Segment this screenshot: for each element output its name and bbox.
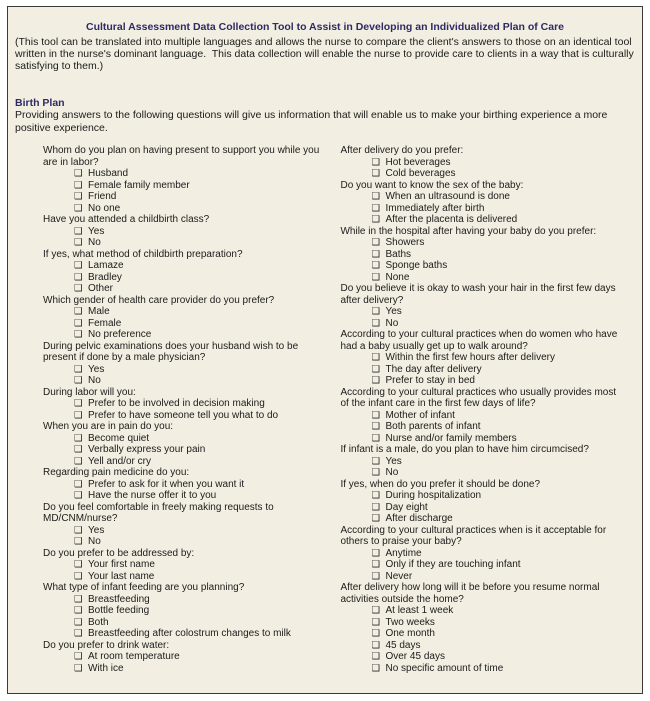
- checkbox-option[interactable]: [340, 214, 635, 226]
- checkbox-option[interactable]: [43, 444, 340, 456]
- checkbox-option-label: Cold beverages: [385, 168, 456, 180]
- checkbox-icon[interactable]: ❑: [74, 628, 83, 640]
- checkbox-icon[interactable]: ❑: [371, 559, 380, 571]
- checkbox-option-label: Yes: [385, 306, 402, 318]
- checkbox-option-label: Have the nurse offer it to you: [88, 490, 217, 502]
- checkbox-icon[interactable]: ❑: [371, 605, 380, 617]
- checkbox-icon[interactable]: ❑: [371, 260, 380, 272]
- question-text: Do you prefer to drink water:: [43, 639, 170, 651]
- checkbox-option[interactable]: [43, 525, 340, 537]
- question-text: Which gender of health care provider do you prefer?: [43, 294, 275, 306]
- checkbox-option-label: Other: [88, 283, 114, 295]
- checkbox-option-label: Baths: [385, 248, 412, 260]
- checkbox-option[interactable]: [340, 548, 635, 560]
- checkbox-option[interactable]: [43, 651, 340, 663]
- checkbox-option-label: Never: [385, 570, 413, 582]
- checkbox-option[interactable]: [43, 479, 340, 491]
- checkbox-icon[interactable]: ❑: [371, 467, 380, 479]
- question-text: While in the hospital after having your baby do you prefer:: [340, 225, 597, 237]
- checkbox-option-label: No specific amount of time: [385, 662, 504, 674]
- checkbox-icon[interactable]: ❑: [371, 432, 380, 444]
- checkbox-icon[interactable]: ❑: [371, 237, 380, 249]
- checkbox-option[interactable]: [340, 260, 635, 272]
- question-block: [340, 180, 635, 226]
- checkbox-icon[interactable]: ❑: [74, 432, 83, 444]
- checkbox-option[interactable]: [43, 272, 340, 284]
- question-block: [43, 502, 340, 548]
- checkbox-option-label: Husband: [88, 168, 129, 180]
- question-text: What type of infant feeding are you planning?: [43, 582, 245, 594]
- checkbox-option-label: No: [385, 467, 399, 479]
- checkbox-option-label: No: [88, 536, 101, 548]
- checkbox-option-label: Both: [88, 616, 109, 628]
- checkbox-option-label: Your first name: [88, 559, 155, 571]
- checkbox-option[interactable]: [340, 467, 635, 479]
- checkbox-icon[interactable]: ❑: [371, 202, 380, 214]
- checkbox-option[interactable]: [43, 617, 340, 629]
- checkbox-option[interactable]: [43, 571, 340, 583]
- question-text: After delivery do you prefer:: [340, 145, 464, 157]
- question-text: According to your cultural practices when is it acceptable for others to praise your baby?: [340, 524, 607, 548]
- checkbox-icon[interactable]: ❑: [74, 202, 83, 214]
- checkbox-icon[interactable]: ❑: [371, 375, 380, 387]
- question-text: If yes, what method of childbirth preparation?: [43, 248, 243, 260]
- checkbox-icon[interactable]: ❑: [74, 179, 83, 191]
- checkbox-icon[interactable]: ❑: [371, 513, 380, 525]
- checkbox-icon[interactable]: ❑: [74, 490, 83, 502]
- question-text: According to your cultural practices who usually provides most of the infant care in the first few days of life?: [340, 386, 617, 410]
- checkbox-option-label: Only if they are touching infant: [385, 559, 521, 571]
- checkbox-option[interactable]: [340, 352, 635, 364]
- page-title: Cultural Assessment Data Collection Tool to Assist in Developing an Individualized Plan of Care: [85, 21, 565, 33]
- checkbox-option[interactable]: [340, 433, 635, 445]
- checkbox-option-label: Bottle feeding: [88, 605, 150, 617]
- checkbox-option[interactable]: [43, 490, 340, 502]
- checkbox-icon[interactable]: ❑: [371, 628, 380, 640]
- checkbox-option-label: The day after delivery: [385, 363, 482, 375]
- checkbox-icon[interactable]: ❑: [74, 570, 83, 582]
- checkbox-option-label: Yell and/or cry: [88, 455, 151, 467]
- checkbox-option[interactable]: [43, 628, 340, 640]
- checkbox-icon[interactable]: ❑: [74, 329, 83, 341]
- checkbox-option-label: Breastfeeding: [88, 593, 150, 605]
- checkbox-icon[interactable]: ❑: [74, 191, 83, 203]
- checkbox-icon[interactable]: ❑: [74, 271, 83, 283]
- checkbox-icon[interactable]: ❑: [371, 570, 380, 582]
- checkbox-option-label: Hot beverages: [385, 156, 451, 168]
- question-text: If infant is a male, do you plan to have him circumcised?: [340, 444, 589, 456]
- intro-paragraph: (This tool can be translated into multiple languages and allows the nurse to compare the client's answers to those on an identical tool written in the nurse's dominant language. This data collection will enable the nurse to provide care to clients in a way that is culturally satisfying to them.): [15, 35, 637, 73]
- checkbox-option-label: Nurse and/or family members: [385, 432, 517, 444]
- checkbox-option-label: Your last name: [88, 570, 155, 582]
- question-block: [340, 387, 635, 445]
- checkbox-icon[interactable]: ❑: [371, 662, 380, 674]
- checkbox-option-label: No preference: [88, 329, 152, 341]
- question-block: [340, 145, 635, 180]
- checkbox-option-label: Prefer to be involved in decision making: [88, 398, 265, 410]
- checkbox-option-label: After discharge: [385, 513, 453, 525]
- checkbox-icon[interactable]: ❑: [74, 237, 83, 249]
- checkbox-option-label: Mother of infant: [385, 409, 455, 421]
- checkbox-icon[interactable]: ❑: [74, 605, 83, 617]
- checkbox-option[interactable]: [43, 329, 340, 341]
- checkbox-icon[interactable]: ❑: [74, 317, 83, 329]
- question-text: According to your cultural practices when do women who have had a baby usually get up to walk around?: [340, 329, 618, 352]
- checkbox-option[interactable]: [43, 433, 340, 445]
- question-text: Regarding pain medicine do you:: [43, 467, 190, 479]
- checkbox-option-label: Yes: [88, 524, 105, 536]
- checkbox-option-label: Female: [88, 317, 122, 329]
- checkbox-icon[interactable]: ❑: [371, 214, 380, 226]
- checkbox-option[interactable]: [340, 513, 635, 525]
- checkbox-option[interactable]: [43, 456, 340, 468]
- checkbox-icon[interactable]: ❑: [74, 616, 83, 628]
- checkbox-icon[interactable]: ❑: [74, 375, 83, 387]
- checkbox-icon[interactable]: ❑: [371, 317, 380, 329]
- checkbox-option[interactable]: [43, 180, 340, 192]
- checkbox-option-label: Anytime: [385, 547, 422, 559]
- checkbox-option[interactable]: [340, 651, 635, 663]
- checkbox-option-label: Female family member: [88, 179, 190, 191]
- checkbox-option-label: None: [385, 271, 410, 283]
- checkbox-option[interactable]: [43, 203, 340, 215]
- checkbox-icon[interactable]: ❑: [74, 409, 83, 421]
- checkbox-icon[interactable]: ❑: [371, 156, 380, 168]
- question-text: Whom do you plan on having present to support you while you are in labor?: [43, 145, 320, 168]
- question-text: Do you want to know the sex of the baby:: [340, 179, 524, 191]
- checkbox-option[interactable]: [43, 375, 340, 387]
- checkbox-option[interactable]: [43, 364, 340, 376]
- question-text: During pelvic examinations does your husband wish to be present if done by a male physician?: [43, 340, 299, 364]
- checkbox-option[interactable]: [43, 260, 340, 272]
- questions-columns: [15, 145, 635, 674]
- checkbox-option-label: Over 45 days: [385, 651, 445, 663]
- checkbox-option[interactable]: [340, 490, 635, 502]
- question-text: Have you attended a childbirth class?: [43, 214, 210, 226]
- checkbox-icon[interactable]: ❑: [371, 616, 380, 628]
- checkbox-option-label: 45 days: [385, 639, 421, 651]
- checkbox-option-label: Lamaze: [88, 260, 124, 272]
- checkbox-option-label: Friend: [88, 191, 117, 203]
- question-block: [340, 525, 635, 583]
- checkbox-option[interactable]: [43, 306, 340, 318]
- checkbox-option[interactable]: [43, 605, 340, 617]
- checkbox-option[interactable]: [43, 536, 340, 548]
- checkbox-option[interactable]: [340, 203, 635, 215]
- checkbox-option[interactable]: [340, 640, 635, 652]
- checkbox-icon[interactable]: ❑: [74, 398, 83, 410]
- checkbox-option[interactable]: [340, 272, 635, 284]
- checkbox-option-label: No: [88, 375, 101, 387]
- checkbox-option-label: Male: [88, 306, 110, 318]
- checkbox-icon[interactable]: ❑: [74, 478, 83, 490]
- checkbox-option[interactable]: [340, 306, 635, 318]
- checkbox-option-label: Become quiet: [88, 432, 150, 444]
- checkbox-icon[interactable]: ❑: [371, 363, 380, 375]
- checkbox-option-label: Prefer to have someone tell you what to do: [88, 409, 279, 421]
- checkbox-option-label: Prefer to stay in bed: [385, 375, 475, 387]
- question-block: [340, 283, 635, 329]
- checkbox-option[interactable]: [43, 191, 340, 203]
- question-block: [340, 444, 635, 479]
- checkbox-option-label: Day eight: [385, 501, 428, 513]
- question-text: Do you prefer to be addressed by:: [43, 547, 195, 559]
- question-block: [43, 548, 340, 583]
- question-block: [43, 249, 340, 295]
- question-text: When you are in pain do you:: [43, 421, 174, 433]
- checkbox-option-label: No one: [88, 202, 121, 214]
- checkbox-option[interactable]: [43, 226, 340, 238]
- checkbox-option-label: At least 1 week: [385, 605, 454, 617]
- checkbox-icon[interactable]: ❑: [74, 559, 83, 571]
- checkbox-option[interactable]: [43, 283, 340, 295]
- checkbox-icon[interactable]: ❑: [74, 306, 83, 318]
- question-text: If yes, when do you prefer it should be done?: [340, 478, 541, 490]
- checkbox-option[interactable]: [43, 237, 340, 249]
- checkbox-icon[interactable]: ❑: [371, 271, 380, 283]
- checkbox-option[interactable]: [340, 559, 635, 571]
- checkbox-option[interactable]: [43, 559, 340, 571]
- checkbox-option[interactable]: [43, 594, 340, 606]
- question-block: [340, 226, 635, 284]
- checkbox-option-label: One month: [385, 628, 435, 640]
- checkbox-icon[interactable]: ❑: [371, 248, 380, 260]
- checkbox-option[interactable]: [340, 502, 635, 514]
- checkbox-icon[interactable]: ❑: [74, 593, 83, 605]
- checkbox-option[interactable]: [340, 456, 635, 468]
- checkbox-option-label: Prefer to ask for it when you want it: [88, 478, 245, 490]
- question-block: [43, 387, 340, 422]
- checkbox-option-label: Bradley: [88, 271, 122, 283]
- checkbox-option-label: At room temperature: [88, 651, 180, 663]
- checkbox-option[interactable]: [340, 237, 635, 249]
- checkbox-icon[interactable]: ❑: [371, 651, 380, 663]
- checkbox-option-label: Two weeks: [385, 616, 435, 628]
- checkbox-icon[interactable]: ❑: [74, 283, 83, 295]
- checkbox-option[interactable]: [340, 628, 635, 640]
- checkbox-option[interactable]: [43, 663, 340, 675]
- section-description: Providing answers to the following questions will give us information that will enable us to make your birthing experience a more positive experience.: [15, 109, 608, 134]
- checkbox-option-label: Verbally express your pain: [88, 444, 206, 456]
- checkbox-option-label: Both parents of infant: [385, 421, 481, 433]
- checkbox-icon[interactable]: ❑: [371, 490, 380, 502]
- checkbox-icon[interactable]: ❑: [371, 455, 380, 467]
- checkbox-icon[interactable]: ❑: [371, 501, 380, 513]
- question-block: [43, 214, 340, 249]
- checkbox-icon[interactable]: ❑: [74, 651, 83, 663]
- checkbox-option[interactable]: [340, 605, 635, 617]
- checkbox-option-label: Showers: [385, 237, 425, 249]
- checkbox-icon[interactable]: ❑: [371, 421, 380, 433]
- checkbox-icon[interactable]: ❑: [371, 409, 380, 421]
- checkbox-option-label: Yes: [88, 363, 105, 375]
- checkbox-icon[interactable]: ❑: [74, 444, 83, 456]
- checkbox-option[interactable]: [340, 157, 635, 169]
- checkbox-option-label: During hospitalization: [385, 490, 482, 502]
- checkbox-option[interactable]: [340, 375, 635, 387]
- checkbox-icon[interactable]: ❑: [371, 168, 380, 180]
- checkbox-option[interactable]: [340, 410, 635, 422]
- checkbox-option[interactable]: [340, 318, 635, 330]
- question-text: During labor will you:: [43, 386, 136, 398]
- checkbox-option[interactable]: [43, 398, 340, 410]
- checkbox-icon[interactable]: ❑: [74, 168, 83, 180]
- checkbox-option-label: Sponge baths: [385, 260, 448, 272]
- question-block: [43, 145, 340, 214]
- section-heading-birth-plan: Birth Plan: [15, 96, 65, 109]
- checkbox-option[interactable]: [340, 571, 635, 583]
- checkbox-icon[interactable]: ❑: [371, 352, 380, 364]
- checkbox-option[interactable]: [340, 421, 635, 433]
- checkbox-option[interactable]: [340, 364, 635, 376]
- checkbox-icon[interactable]: ❑: [371, 306, 380, 318]
- checkbox-option[interactable]: [43, 168, 340, 180]
- checkbox-option[interactable]: [43, 410, 340, 422]
- question-text: Do you believe it is okay to wash your hair in the first few days after delivery?: [340, 283, 616, 306]
- question-block: [340, 582, 635, 674]
- checkbox-icon[interactable]: ❑: [74, 455, 83, 467]
- question-text: Do you feel comfortable in freely making requests to MD/CNM/nurse?: [43, 501, 274, 525]
- checkbox-icon[interactable]: ❑: [74, 536, 83, 548]
- checkbox-icon[interactable]: ❑: [371, 547, 380, 559]
- checkbox-option-label: After the placenta is delivered: [385, 214, 518, 226]
- question-block: [43, 582, 340, 640]
- checkbox-option[interactable]: [340, 663, 635, 675]
- checkbox-option-label: Within the first few hours after delivery: [385, 352, 555, 364]
- questions-column-right: [340, 145, 635, 674]
- checkbox-icon[interactable]: ❑: [74, 260, 83, 272]
- checkbox-option[interactable]: [340, 191, 635, 203]
- question-block: [43, 341, 340, 387]
- checkbox-option[interactable]: [340, 617, 635, 629]
- checkbox-icon[interactable]: ❑: [371, 191, 380, 203]
- question-block: [340, 479, 635, 525]
- checkbox-option-label: Breastfeeding after colostrum changes to milk: [88, 628, 291, 640]
- checkbox-option[interactable]: [340, 249, 635, 261]
- question-block: [340, 329, 635, 387]
- question-block: [43, 640, 340, 675]
- checkbox-icon[interactable]: ❑: [74, 524, 83, 536]
- question-text: After delivery how long will it be before you resume normal activities outside the home?: [340, 582, 600, 605]
- checkbox-option[interactable]: [43, 318, 340, 330]
- form-sheet: [7, 6, 643, 694]
- checkbox-option-label: Yes: [88, 225, 105, 237]
- checkbox-option-label: No: [88, 237, 101, 249]
- question-block: [43, 295, 340, 341]
- checkbox-option-label: Yes: [385, 455, 402, 467]
- checkbox-icon[interactable]: ❑: [74, 363, 83, 375]
- checkbox-option-label: When an ultrasound is done: [385, 191, 510, 203]
- checkbox-option[interactable]: [340, 168, 635, 180]
- checkbox-option-label: No: [385, 317, 399, 329]
- question-block: [43, 421, 340, 467]
- checkbox-icon[interactable]: ❑: [74, 662, 83, 674]
- checkbox-icon[interactable]: ❑: [74, 225, 83, 237]
- question-block: [43, 467, 340, 502]
- checkbox-option-label: With ice: [88, 662, 124, 674]
- checkbox-icon[interactable]: ❑: [371, 639, 380, 651]
- checkbox-option-label: Immediately after birth: [385, 202, 485, 214]
- questions-column-left: [43, 145, 340, 674]
